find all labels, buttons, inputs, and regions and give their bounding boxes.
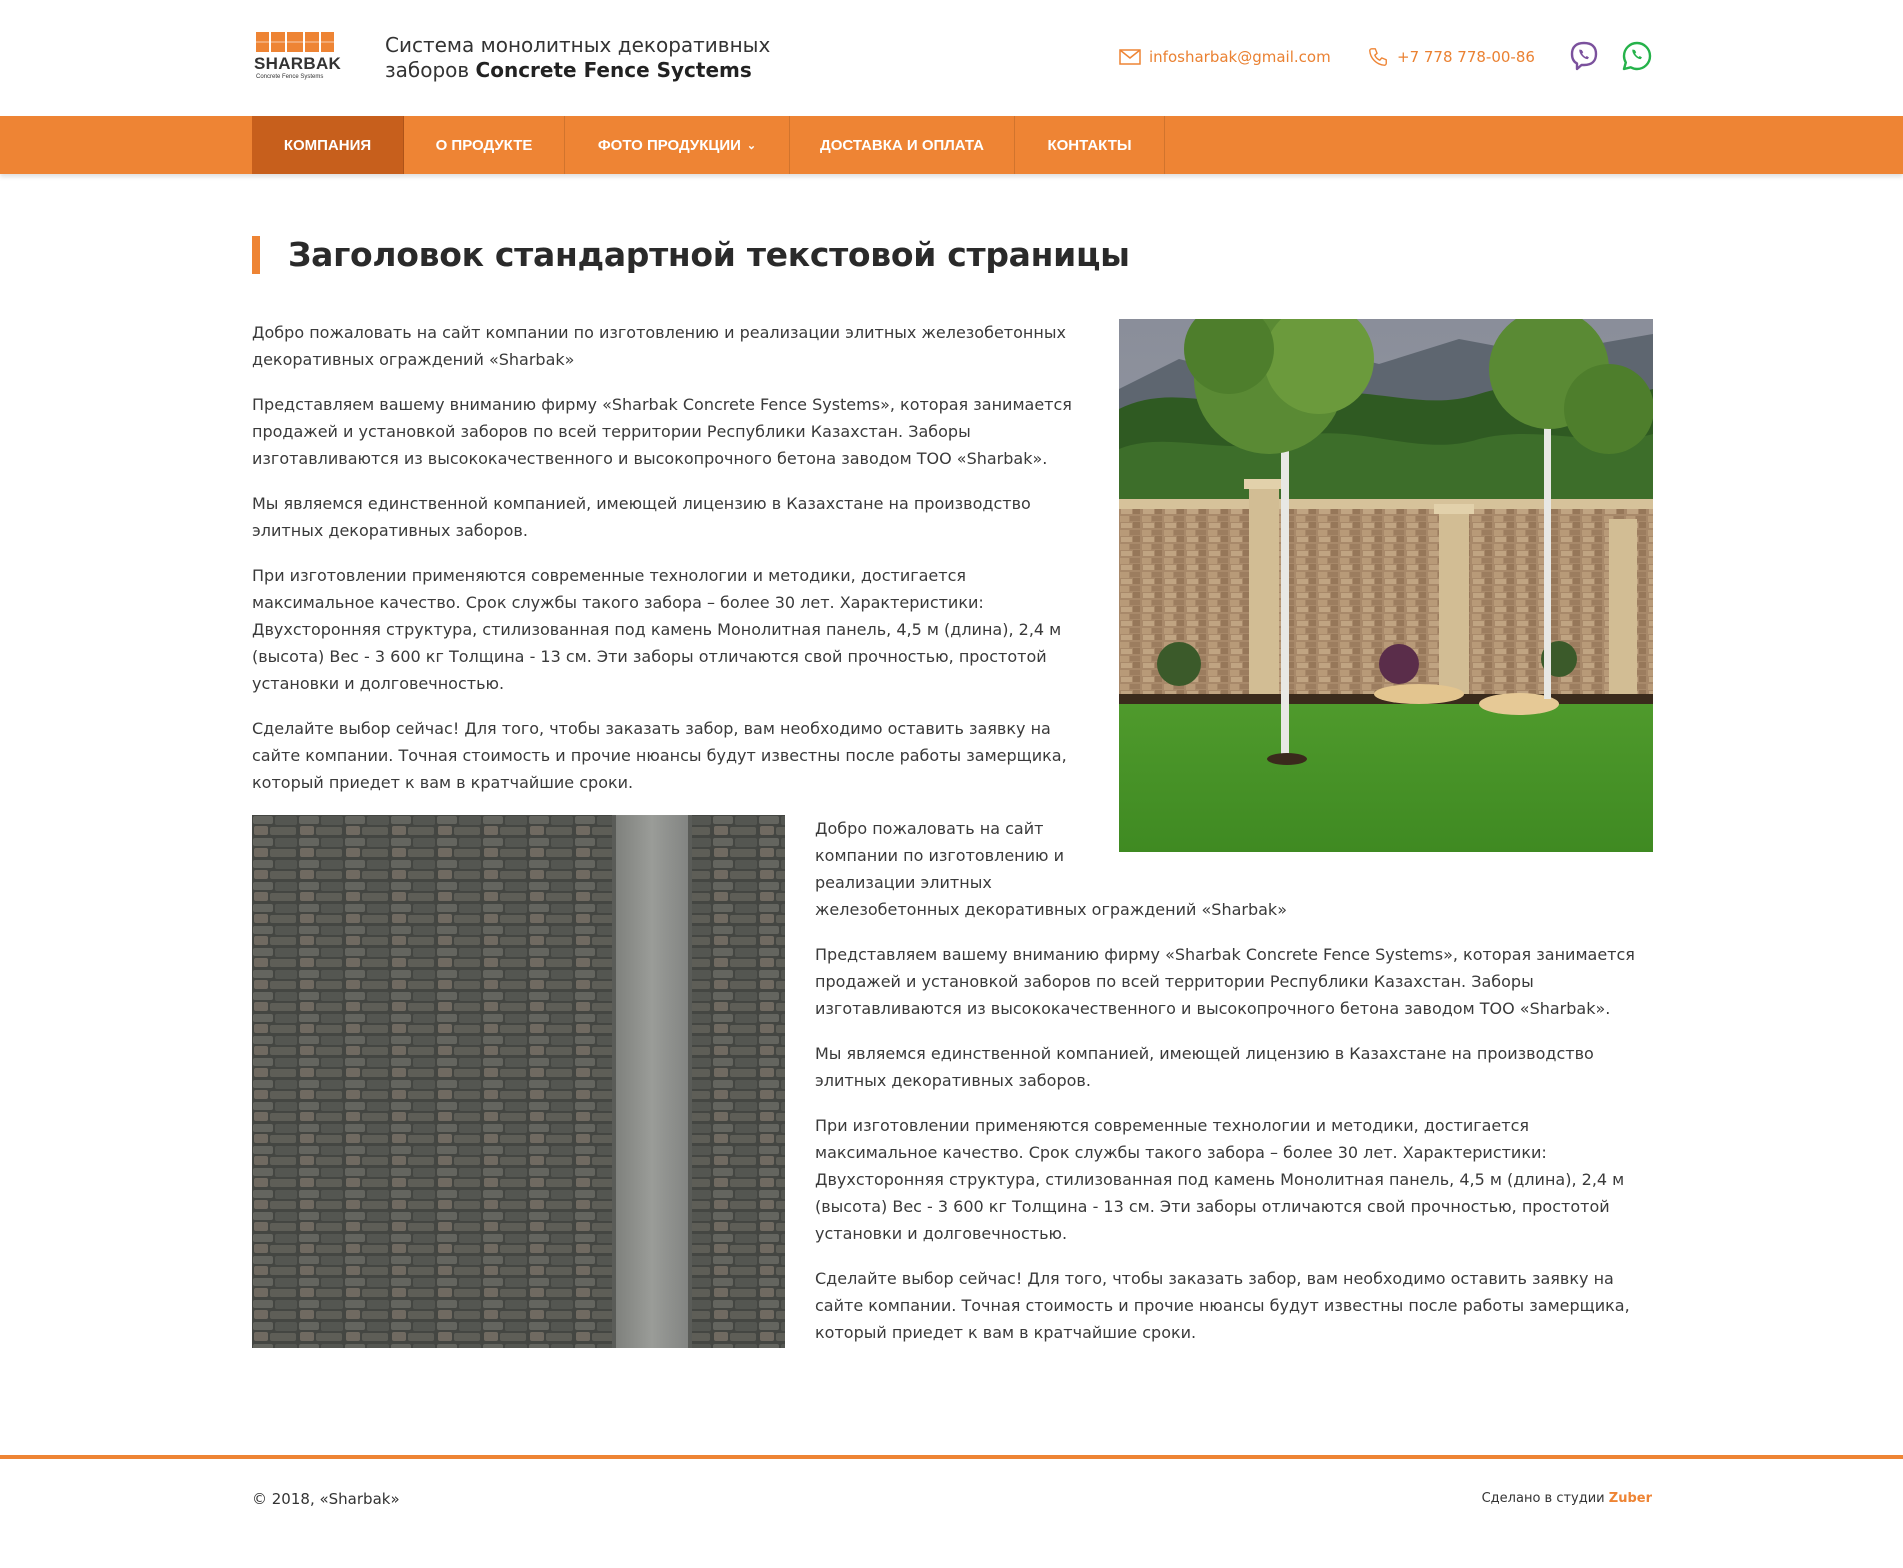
whatsapp-icon[interactable]	[1621, 40, 1653, 72]
studio-link[interactable]: Zuber	[1608, 1491, 1652, 1506]
logo-name: SHARBAK	[254, 54, 342, 73]
footer-divider	[0, 1455, 1903, 1459]
paragraph-tail: железобетонных декоративных ограждений «Sharbak»	[815, 900, 1287, 919]
nav-item-photos[interactable]	[565, 116, 790, 174]
fence-garden-photo	[1119, 319, 1653, 852]
nav-label: ФОТО ПРОДУКЦИИ	[597, 136, 741, 154]
paragraph: Добро пожаловать на сайт компании по изготовлению и реализации элитных железобетонных декоративных ограждений «Sharbak»	[252, 323, 1066, 369]
content-block-1	[252, 319, 1092, 814]
paragraph: Сделайте выбор сейчас! Для того, чтобы заказать забор, вам необходимо оставить заявку на сайте компании. Точная стоимость и прочие нюансы будут известны после работы замерщика, который приедет к вам в кратчайшие сроки.	[252, 719, 1067, 792]
nav-item-product[interactable]	[404, 116, 565, 174]
chevron-down-icon: ⌄	[746, 139, 757, 152]
copyright: © 2018, «Sharbak»	[252, 1490, 400, 1508]
nav-item-contacts[interactable]	[1015, 116, 1165, 174]
nav-item-company[interactable]	[252, 116, 404, 174]
paragraph: Сделайте выбор сейчас! Для того, чтобы заказать забор, вам необходимо оставить заявку на сайте компании. Точная стоимость и прочие нюансы будут известны после работы замерщика, который приедет к вам в кратчайшие сроки.	[815, 1269, 1630, 1342]
paragraph: При изготовлении применяются современные технологии и методики, достигается максимальное качество. Срок службы такого забора – более 30 лет. Характеристики: Двухсторонняя структура, стилизованная под камень Монолитная панель, 4,5 м (длина), 2,4 м (высота) Вес - 3 600 кг Толщина - 13 см. Эти заборы отличаются свой прочностью, простотой установки и долговечностью.	[252, 566, 1062, 693]
title-accent-bar	[252, 236, 260, 274]
nav-label: ДОСТАВКА И ОПЛАТА	[820, 136, 984, 154]
phone-contact[interactable]	[1367, 46, 1535, 68]
studio-credit[interactable]	[1482, 1491, 1652, 1506]
nav-label: КОНТАКТЫ	[1047, 136, 1132, 154]
paragraph: Представляем вашему вниманию фирму «Sharbak Concrete Fence Systems», которая занимается продажей и установкой заборов по всей территории Республики Казахстан. Заборы изготавливаются из высококачественного и высокопрочного бетона заводом ТОО «Sharbak».	[252, 395, 1072, 468]
email-link[interactable]: infosharbak@gmail.com	[1149, 48, 1331, 66]
email-contact[interactable]	[1119, 48, 1331, 66]
paragraph	[815, 815, 1287, 923]
nav-item-delivery[interactable]	[790, 116, 1015, 174]
paragraph-head: Добро пожаловать на сайт компании по изготовлению и реализации элитных	[815, 819, 1064, 892]
mail-icon	[1119, 49, 1141, 65]
studio-credit-prefix: Сделано в студии	[1481, 1491, 1605, 1506]
nav-label: О ПРОДУКТЕ	[435, 136, 533, 154]
logo[interactable]	[252, 30, 342, 82]
paragraph: Мы являемся единственной компанией, имеющей лицензию в Казахстане на производство элитных декоративных заборов.	[252, 494, 1031, 540]
phone-icon	[1367, 46, 1389, 68]
site-header	[0, 0, 1903, 116]
stone-panel-photo	[252, 815, 785, 1348]
main-nav	[0, 116, 1903, 174]
nav-label: КОМПАНИЯ	[283, 136, 372, 154]
viber-icon[interactable]	[1568, 40, 1600, 72]
content-block-2	[815, 815, 1655, 1364]
paragraph: Представляем вашему вниманию фирму «Sharbak Concrete Fence Systems», которая занимается продажей и установкой заборов по всей территории Республики Казахстан. Заборы изготавливаются из высококачественного и высокопрочного бетона заводом ТОО «Sharbak».	[815, 945, 1635, 1018]
paragraph: Мы являемся единственной компанией, имеющей лицензию в Казахстане на производство элитных декоративных заборов.	[815, 1044, 1594, 1090]
paragraph: При изготовлении применяются современные технологии и методики, достигается максимальное качество. Срок службы такого забора – более 30 лет. Характеристики: Двухсторонняя структура, стилизованная под камень Монолитная панель, 4,5 м (длина), 2,4 м (высота) Вес - 3 600 кг Толщина - 13 см. Эти заборы отличаются свой прочностью, простотой установки и долговечностью.	[815, 1116, 1625, 1243]
tagline-prefix: заборов	[385, 58, 470, 82]
logo-subtitle: Concrete Fence Systems	[256, 74, 324, 80]
tagline-line1: Система монолитных декоративных	[385, 33, 771, 57]
site-tagline	[385, 33, 770, 83]
tagline-bold: Concrete Fence Syctems	[475, 58, 752, 82]
page-title: Заголовок стандартной текстовой страницы	[288, 235, 1130, 274]
tagline-line2	[385, 58, 770, 83]
logo-mark-icon	[256, 32, 334, 52]
phone-link[interactable]: +7 778 778-00-86	[1397, 48, 1535, 66]
